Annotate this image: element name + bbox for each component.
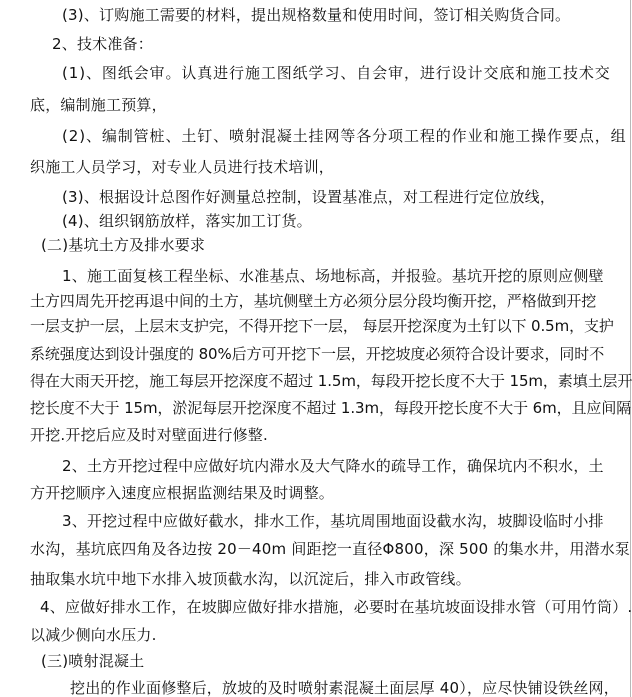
text-line: 水沟，基坑底四角及各边按 20－40m 间距挖一直径Φ800，深 500 的集水井，用潜水泵 [30, 540, 631, 558]
text-line: 方开挖顺序入速度应根据监测结果及时调整。 [30, 484, 335, 502]
page-right-border [630, 0, 631, 697]
text-line: 织施工人员学习，对专业人员进行技术培训， [30, 158, 335, 176]
text-line: (3)、订购施工需要的材料，提出规格数量和使用时间，签订相关购货合同。 [62, 6, 571, 24]
text-line: 一层支护一层，上层末支护完，不得开挖下一层， 每层开挖深度为土钉以下 0.5m，支护 [30, 317, 614, 335]
text-line: 开挖.开挖后应及时对壁面进行修整. [30, 426, 268, 444]
text-line: 土方四周先开挖再退中间的土方，基坑侧壁土方必须分层分段均衡开挖，严格做到开挖 [30, 292, 597, 310]
text-line: 挖出的作业面修整后，放坡的及时喷射素混凝土面层厚 40），应尽快铺设铁丝网， [70, 679, 619, 697]
text-line: 4、应做好排水工作，在坡脚应做好排水措施，必要时在基坑坡面设排水管（可用竹筒）. [40, 598, 632, 616]
text-line: (4)、组织钢筋放样，落实加工订货。 [62, 212, 312, 230]
text-line: 2、土方开挖过程中应做好坑内滞水及大气降水的疏导工作，确保坑内不积水，土 [62, 457, 604, 475]
text-line: 3、开挖过程中应做好截水，排水工作，基坑周围地面设截水沟，坡脚设临时小排 [62, 512, 604, 530]
text-line: 得在大雨天开挖，施工每层开挖深度不超过 1.5m，每段开挖长度不大于 15m，素填土层开 [30, 372, 632, 390]
text-line: 抽取集水坑中地下水排入坡顶截水沟，以沉淀后，排入市政管线。 [30, 570, 471, 588]
text-line: 挖长度不大于 15m，淤泥每层开挖深度不超过 1.3m，每段开挖长度不大于 6m，且应间隔 [30, 399, 632, 417]
text-line: 以减少侧向水压力. [30, 626, 157, 644]
text-line: 系统强度达到设计强度的 80%后方可开挖下一层，开挖坡度必须符合设计要求，同时不 [30, 345, 605, 363]
section-heading: 2、技术准备： [52, 35, 153, 53]
text-line: 底，编制施工预算， [30, 96, 167, 114]
text-line: (1)、图纸会审。认真进行施工图纸学习、自会审，进行设计交底和施工技术交 [62, 64, 611, 82]
text-line: 1、施工面复核工程坐标、水准基点、场地标高，并报验。基坑开挖的原则应侧壁 [62, 267, 604, 285]
text-line: (2)、编制管桩、土钉、喷射混凝土挂网等各分项工程的作业和施工操作要点，组 [62, 127, 627, 145]
section-heading: (三)喷射混凝土 [41, 652, 145, 670]
section-heading: (二)基坑土方及排水要求 [41, 236, 206, 254]
text-line: (3)、根据设计总图作好测量总控制，设置基准点，对工程进行定位放线， [62, 188, 556, 206]
